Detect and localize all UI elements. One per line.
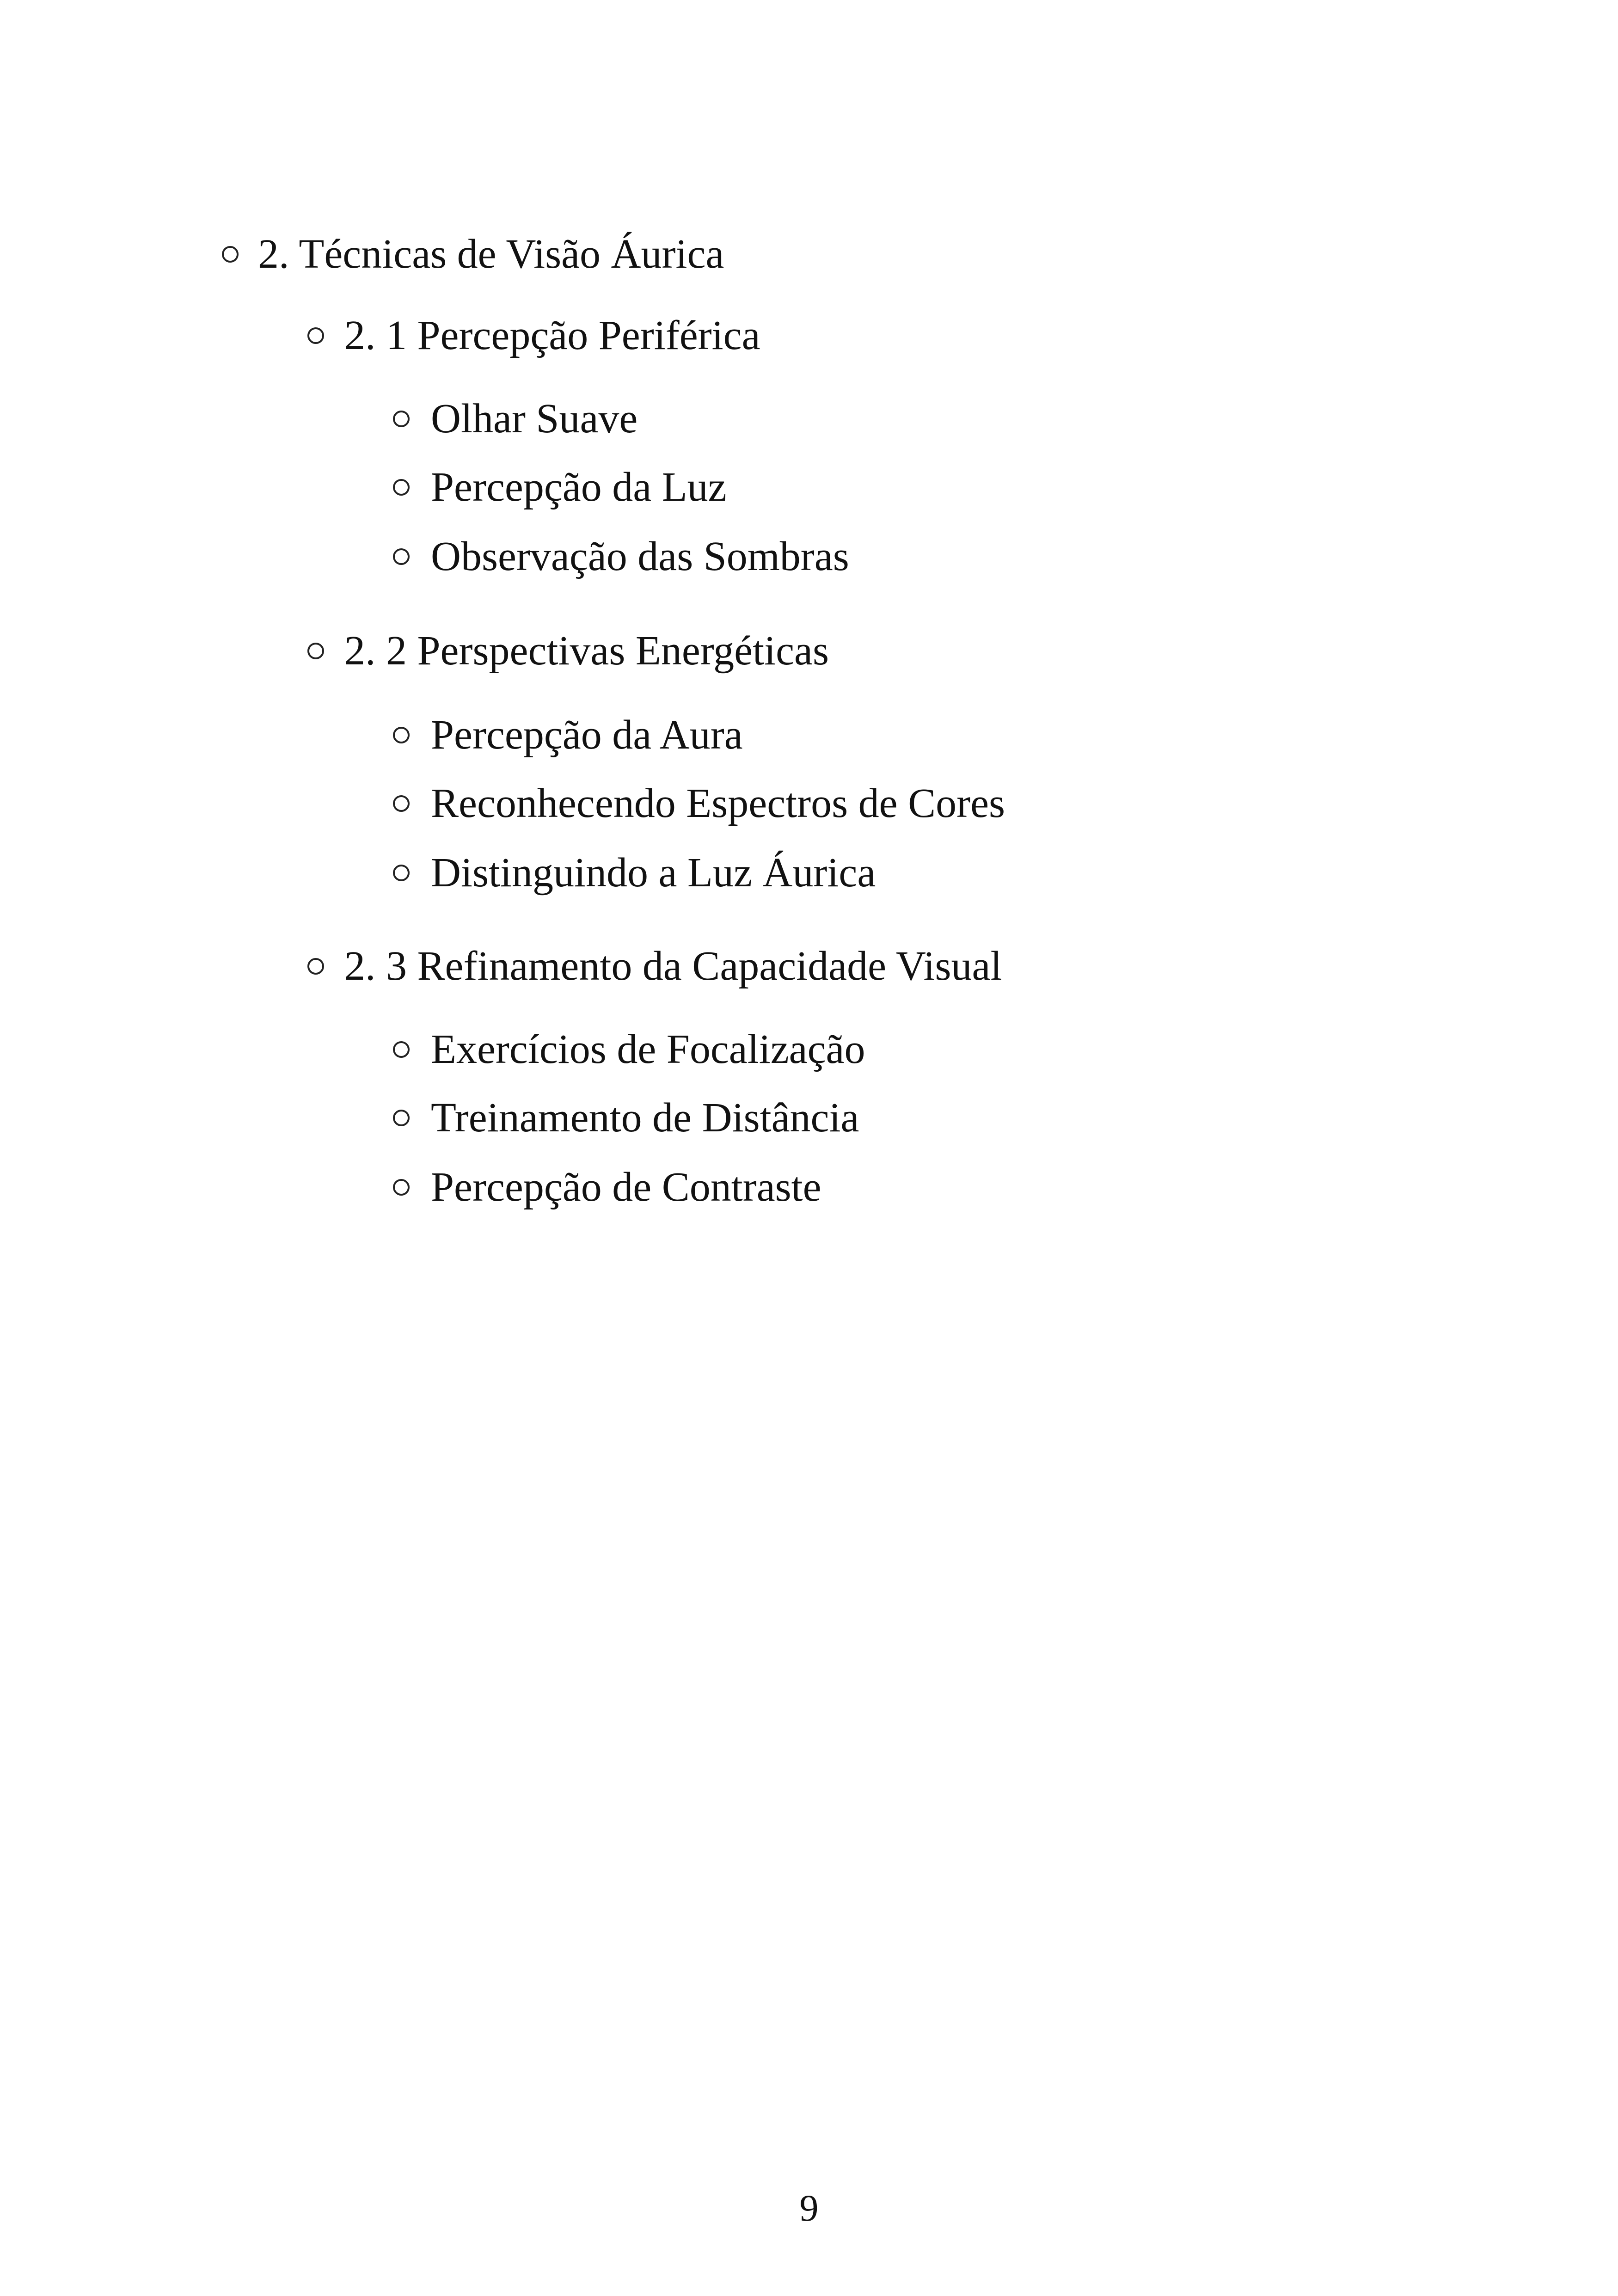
list-item: Percepção de Contraste: [431, 1164, 821, 1210]
list-item: Distinguindo a Luz Áurica: [431, 850, 876, 896]
list-item: Percepção da Aura: [431, 712, 743, 758]
bullet-icon: [393, 795, 410, 812]
subsection-title: 2. 3 Refinamento da Capacidade Visual: [344, 943, 1002, 989]
bullet-icon: [222, 246, 239, 263]
bullet-icon: [393, 865, 410, 881]
bullet-icon: [393, 548, 410, 565]
section-title: 2. Técnicas de Visão Áurica: [258, 231, 724, 277]
list-item: Olhar Suave: [431, 396, 638, 442]
subsection-title: 2. 2 Perspectivas Energéticas: [344, 628, 829, 674]
subsection-title: 2. 1 Percepção Periférica: [344, 313, 760, 358]
list-item: Percepção da Luz: [431, 464, 727, 510]
list-item: Treinamento de Distância: [431, 1095, 859, 1141]
bullet-icon: [393, 411, 410, 427]
list-item: Observação das Sombras: [431, 534, 849, 579]
bullet-icon: [393, 727, 410, 743]
page-number: 9: [799, 2187, 819, 2229]
bullet-icon: [393, 1041, 410, 1058]
list-item: Exercícios de Focalização: [431, 1026, 865, 1072]
bullet-icon: [393, 479, 410, 496]
bullet-icon: [393, 1110, 410, 1126]
bullet-icon: [307, 643, 324, 659]
bullet-icon: [307, 327, 324, 344]
bullet-icon: [307, 958, 324, 975]
list-item: Reconhecendo Espectros de Cores: [431, 780, 1005, 826]
bullet-icon: [393, 1179, 410, 1196]
